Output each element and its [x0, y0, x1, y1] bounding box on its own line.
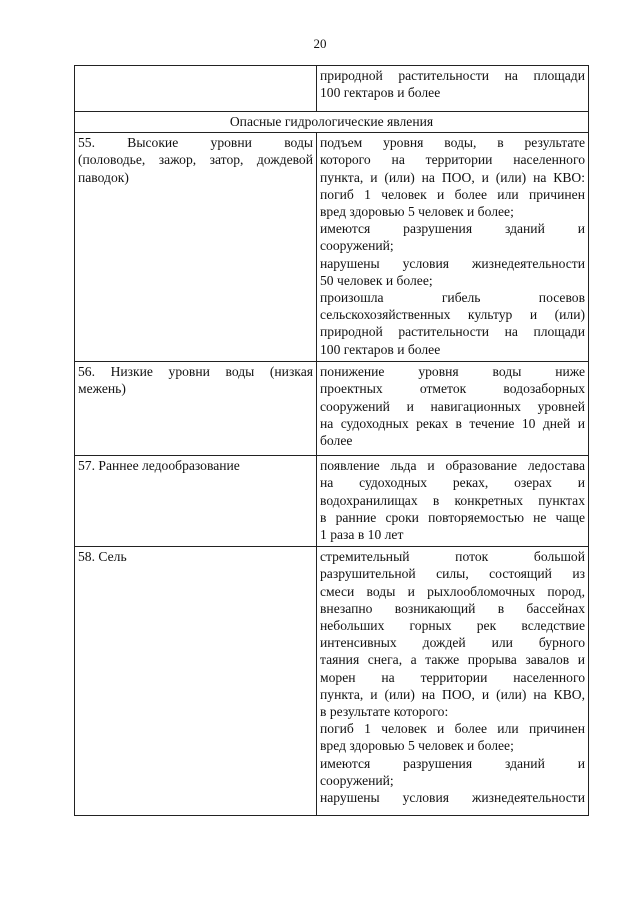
text-line: в результате которого: — [320, 704, 449, 720]
table-row — [75, 362, 589, 456]
text-line: пункта, и (или) на ПОО, и (или) на КВО, — [320, 686, 585, 702]
text-line: 100 гектаров и более — [320, 341, 441, 357]
text-line: 56. Низкие уровни воды (низкая — [78, 364, 313, 380]
text-line: (половодье, зажор, затор, дождевой — [78, 152, 313, 168]
table-row — [75, 133, 589, 362]
text-line: 57. Раннее ледообразование — [78, 458, 240, 474]
section-heading-row — [75, 112, 589, 133]
text-line: сельскохозяйственных культур и (или) — [320, 307, 585, 323]
hazard-name-cell — [75, 362, 317, 456]
text-line: погиб 1 человек и более или причинен — [320, 186, 585, 202]
text-line: 58. Сель — [78, 549, 127, 565]
criteria-cell — [317, 362, 589, 456]
text-line: появление льда и образование ледостава — [320, 458, 585, 474]
text-line: природной растительности на площади — [320, 68, 585, 83]
text-line: вред здоровью 5 человек и более; — [320, 738, 514, 754]
text-line: более — [320, 433, 353, 449]
text-line: внезапно возникающий в бассейнах — [320, 600, 585, 616]
text-line: сооружений; — [320, 772, 394, 788]
hazard-criteria-table — [74, 65, 589, 816]
text-line: произошла гибель посевов — [320, 290, 585, 306]
cell-left-continuation — [75, 66, 317, 112]
section-heading: Опасные гидрологические явления — [75, 112, 589, 133]
text-line: в ранние сроки повторяемостью не чаще — [320, 509, 585, 525]
table-row — [75, 456, 589, 547]
text-line: имеются разрушения зданий и — [320, 221, 585, 237]
table-row-continuation — [75, 66, 589, 112]
text-line: подъем уровня воды, в результате — [320, 135, 585, 151]
hazard-name-cell — [75, 133, 317, 362]
text-line: 50 человек и более; — [320, 272, 433, 288]
text-line: вред здоровью 5 человек и более; — [320, 204, 514, 220]
text-line: на судоходных реках в течение 10 дней и — [320, 415, 585, 431]
text-line: нарушены условия жизнедеятельности — [320, 255, 585, 271]
text-line: сооружений и навигационных уровней — [320, 398, 585, 414]
hazard-name-cell — [75, 547, 317, 816]
text-line: 1 раза в 10 лет — [320, 527, 404, 543]
text-line: понижение уровня воды ниже — [320, 364, 585, 380]
criteria-cell — [317, 456, 589, 547]
text-line: интенсивных дождей или бурного — [320, 635, 585, 651]
cell-right-continuation — [317, 66, 589, 112]
text-line: разрушительной силы, состоящий из — [320, 566, 585, 582]
text-line: сооружений; — [320, 238, 394, 254]
text-line: проектных отметок водозаборных — [320, 381, 585, 397]
text-line: 55. Высокие уровни воды — [78, 135, 313, 151]
text-line: которого на территории населенного — [320, 152, 585, 168]
text-line: межень) — [78, 381, 126, 397]
criteria-cell — [317, 547, 589, 816]
table-row — [75, 547, 589, 816]
text-line: пункта, и (или) на ПОО, и (или) на КВО: — [320, 169, 585, 185]
page-number: 20 — [313, 36, 327, 51]
text-line: морен на территории населенного — [320, 669, 585, 685]
text-line: водохранилищах в конкретных пунктах — [320, 492, 585, 508]
text-line: смеси воды и рыхлообломочных пород, — [320, 583, 585, 599]
text-line: небольших горных рек вследствие — [320, 618, 585, 634]
text-line: природной растительности на площади — [320, 324, 585, 340]
text-line: на судоходных реках, озерах и — [320, 475, 585, 491]
text-line: паводок) — [78, 169, 129, 185]
hazard-name-cell — [75, 456, 317, 547]
text-line: таяния снега, а также прорыва завалов и — [320, 652, 585, 668]
criteria-cell — [317, 133, 589, 362]
text-line: имеются разрушения зданий и — [320, 755, 585, 771]
text-line: погиб 1 человек и более или причинен — [320, 721, 585, 737]
text-line: 100 гектаров и более — [320, 85, 441, 101]
text-line: нарушены условия жизнедеятельности — [320, 790, 585, 806]
text-line: стремительный поток большой — [320, 549, 585, 565]
